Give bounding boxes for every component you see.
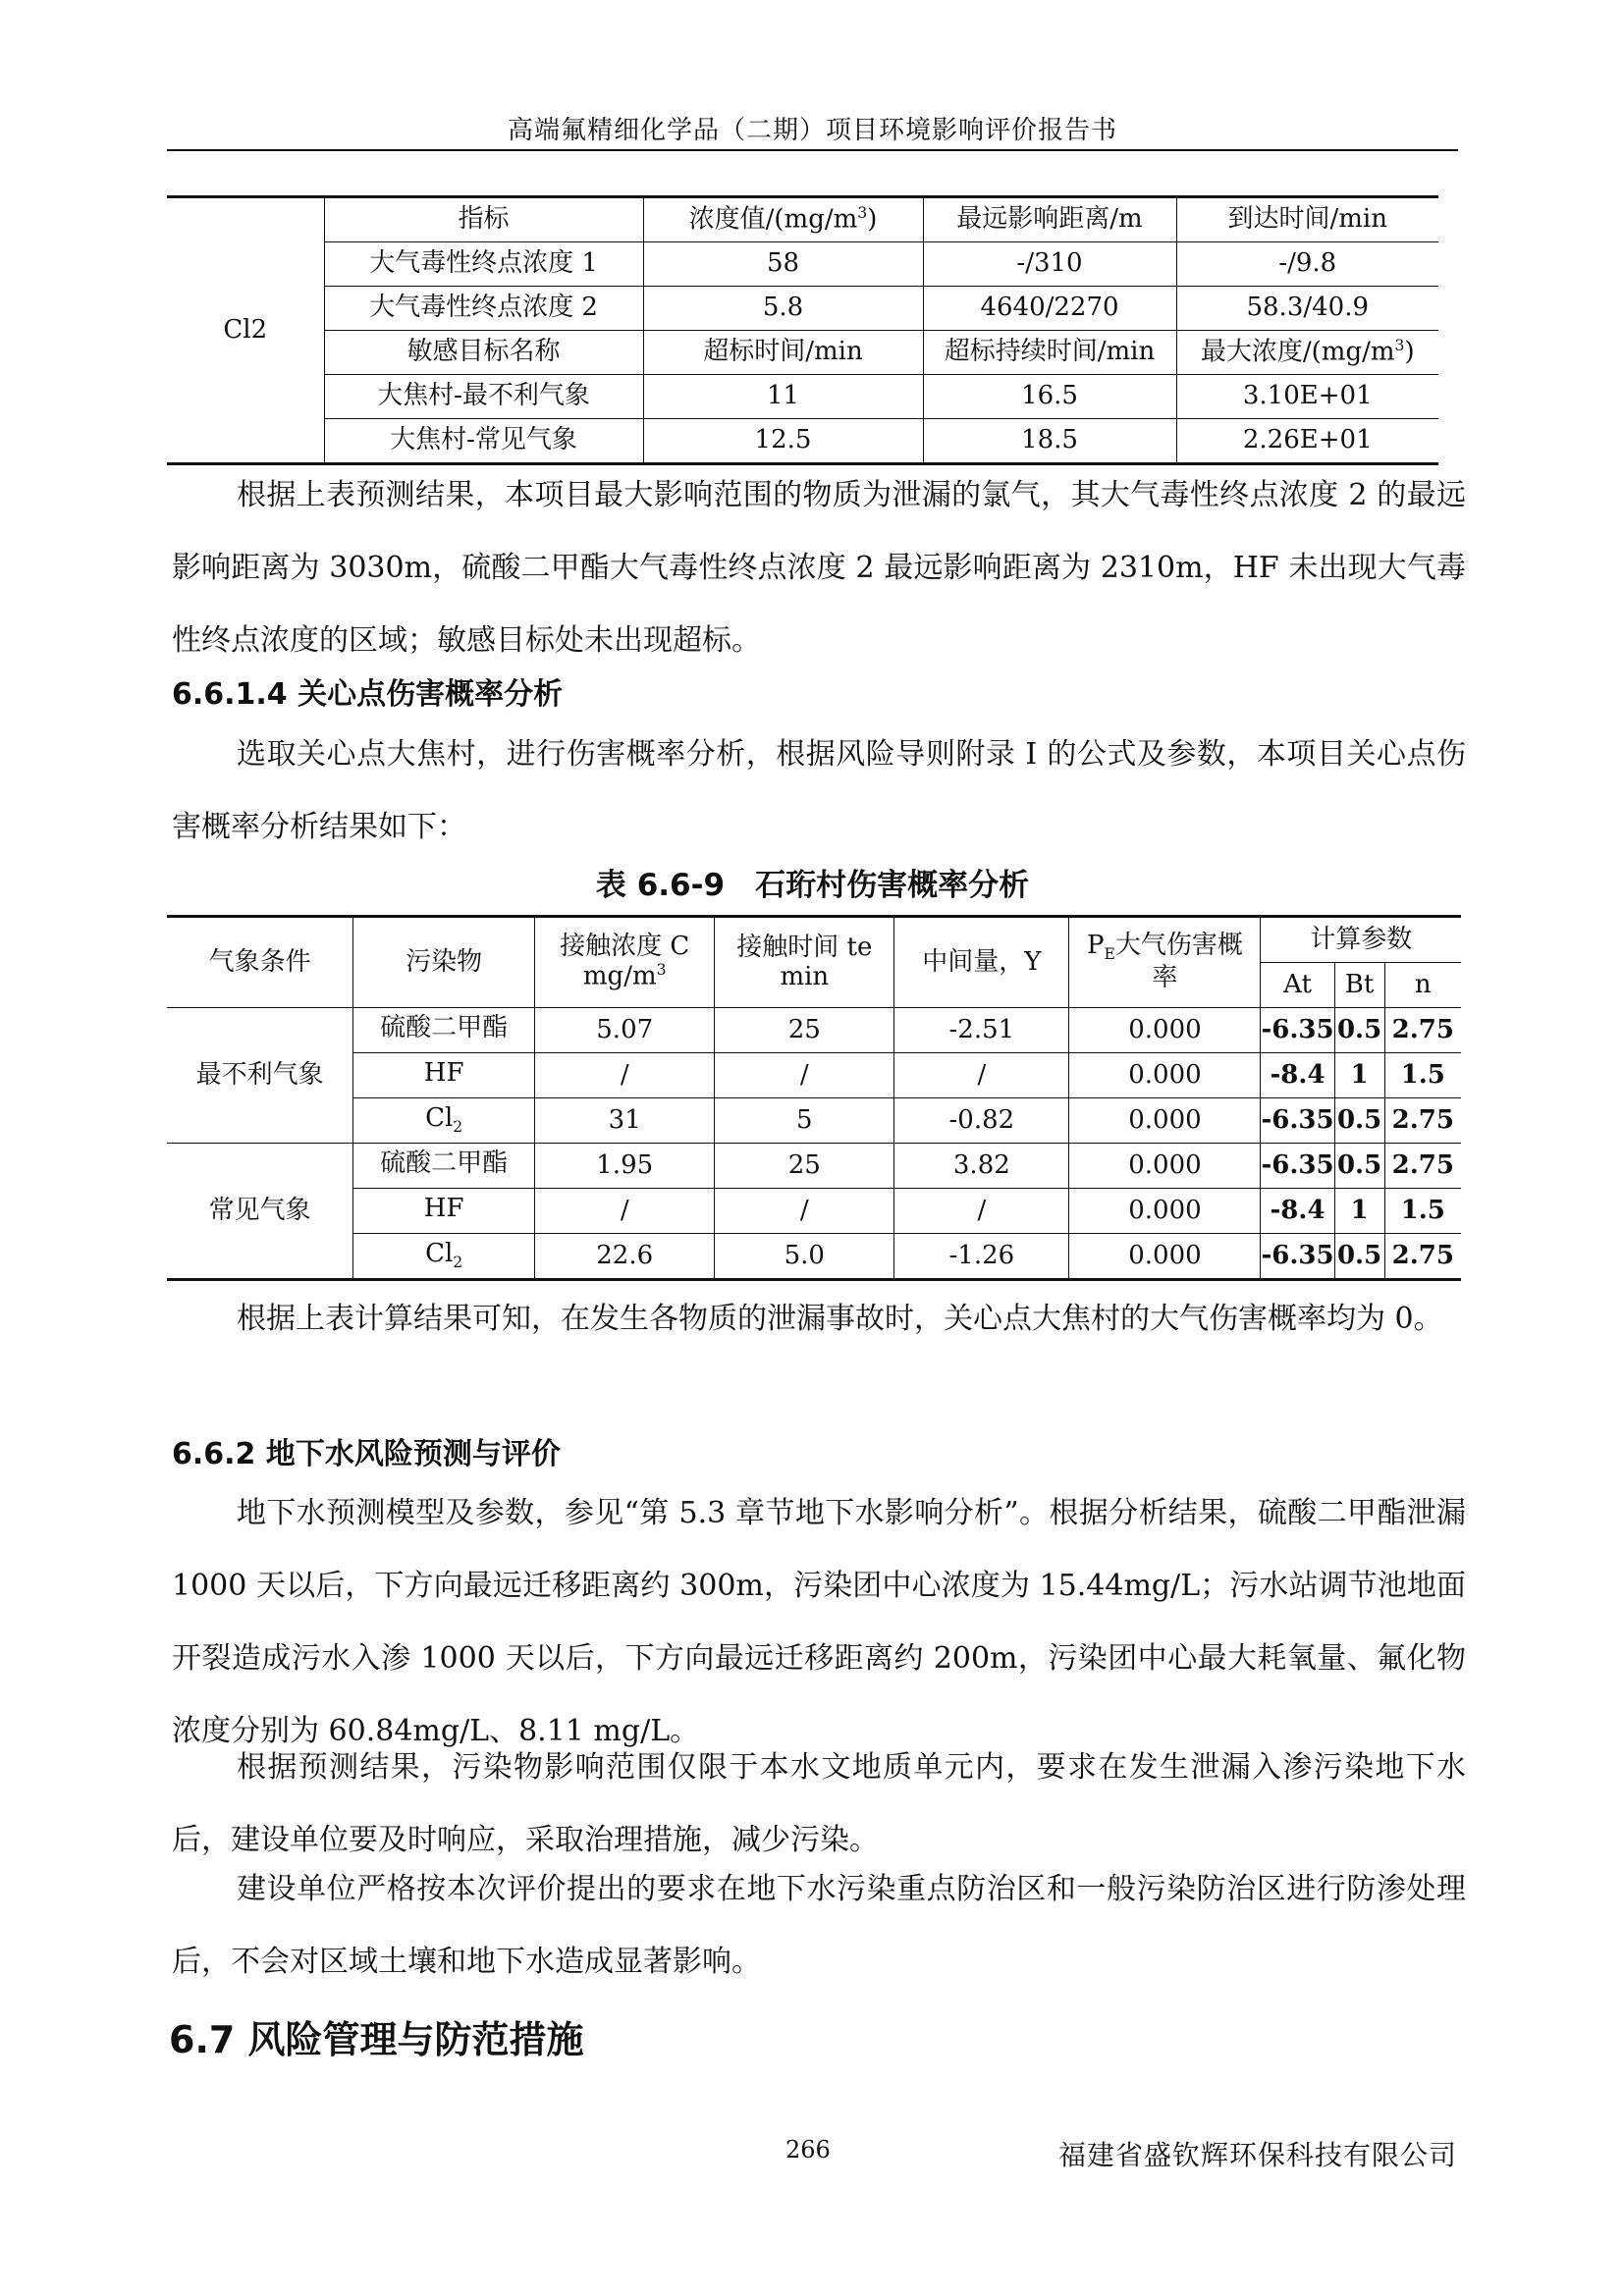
table-cell: 5.0 [715,1234,894,1280]
table-cell: 3.10E+01 [1176,375,1438,419]
section-title: 6.7 风险管理与防范措施 [169,2018,584,2061]
table-cell: 22.6 [535,1234,715,1280]
header-cell: 中间量，Y [894,917,1069,1008]
table-cell: 硫酸二甲酯 [353,1008,535,1053]
table-cell: 11 [643,375,923,419]
header-cell: 敏感目标名称 [324,331,643,375]
table-cell: 2.75 [1384,1098,1461,1144]
table-cell: -1.26 [894,1234,1069,1280]
page-number: 266 [785,2136,831,2163]
table-cell: HF [353,1053,535,1098]
table-cell: 2.75 [1384,1234,1461,1280]
paragraph: 根据上表计算结果可知，在发生各物质的泄漏事故时，关心点大焦村的大气伤害概率均为 0。 [237,1302,1443,1336]
header-cell: 计算参数 [1261,917,1461,963]
header-cell: 到达时间/min [1176,197,1438,242]
table-row [167,331,1438,375]
table-row [167,1008,1461,1053]
table-cell: 5.8 [643,287,923,331]
header-cell: 接触浓度 C $mg/m^3$ [535,917,715,1008]
document-header: 高端氟精细化学品（二期）项目环境影响评价报告书 [507,116,1117,145]
table-cell: $Cl_2$ [353,1098,535,1144]
table-cell: / [535,1053,715,1098]
table-cell: 12.5 [643,419,923,464]
header-cell: At [1261,963,1334,1008]
table-cell: 31 [535,1098,715,1144]
table-cell: 2.75 [1384,1144,1461,1189]
table-cell: -8.4 [1261,1053,1334,1098]
header-cell: 最远影响距离/m [923,197,1176,242]
paragraph: 根据预测结果，污染物影响范围仅限于本水文地质单元内，要求在发生泄漏入渗污染地下水后，建设单位要及时响应，采取治理措施，减少污染。 [172,1750,1466,1857]
table-cell: -8.4 [1261,1189,1334,1234]
table-cell: 16.5 [923,375,1176,419]
table-cell: -6.35 [1261,1144,1334,1189]
header-rule [167,149,1458,151]
header-cell: $P_E$大气伤害概 率 [1069,917,1261,1008]
table-row [167,287,1438,331]
substance-cell: Cl2 [167,197,324,464]
table-cell: 58 [643,242,923,287]
table-cell: 0.000 [1069,1189,1261,1234]
table-row [167,419,1438,464]
table-cell: -6.35 [1261,1008,1334,1053]
table-cell: 0.5 [1334,1008,1384,1053]
header-cell: 浓度值$/(mg/m^3)$ [643,197,923,242]
header-cell: n [1384,963,1461,1008]
table-cell: 1 [1334,1053,1384,1098]
table-cell: 0.000 [1069,1008,1261,1053]
table-cell: 25 [715,1008,894,1053]
table-cell: / [535,1189,715,1234]
table-cell: -6.35 [1261,1234,1334,1280]
table-cell: 大气毒性终点浓度 2 [324,287,643,331]
table-cell: 1.5 [1384,1189,1461,1234]
table-cell: HF [353,1189,535,1234]
header-cell: 指标 [324,197,643,242]
table-row [167,1189,1461,1234]
header-cell: 接触时间 te min [715,917,894,1008]
table-cell: 0.5 [1334,1234,1384,1280]
harm-probability-table [167,915,1461,1281]
table-cell: 3.82 [894,1144,1069,1189]
table-cell: 0.000 [1069,1053,1261,1098]
table-row [167,1234,1461,1280]
table-caption: 表 6.6-9 石珩村伤害概率分析 [595,868,1030,903]
table-cell: 大焦村-最不利气象 [324,375,643,419]
table-cell: 大气毒性终点浓度 1 [324,242,643,287]
table-cell: 5.07 [535,1008,715,1053]
condition-cell: 最不利气象 [167,1008,353,1144]
paragraph: 建设单位严格按本次评价提出的要求在地下水污染重点防治区和一般污染防治区进行防渗处理后，不会对区域土壤和地下水造成显著影响。 [172,1872,1466,1979]
paragraph: 根据上表预测结果，本项目最大影响范围的物质为泄漏的氯气，其大气毒性终点浓度 2 的最远影响距离为 3030m，硫酸二甲酯大气毒性终点浓度 2 最远影响距离为 2310m，HF 未出现大气毒性终点浓度的区域；敏感目标处未出现超标。 [172,478,1466,658]
table-cell: 4640/2270 [923,287,1176,331]
table-cell: 25 [715,1144,894,1189]
table-cell: 1.5 [1384,1053,1461,1098]
table-cell: 1.95 [535,1144,715,1189]
condition-cell: 常见气象 [167,1144,353,1280]
sub-heading: 6.6.1.4 关心点伤害概率分析 [172,677,564,712]
company-name: 福建省盛钦辉环保科技有限公司 [1058,2139,1458,2171]
table-cell: -0.82 [894,1098,1069,1144]
table-header-row [167,917,1461,963]
paragraph: 选取关心点大焦村，进行伤害概率分析，根据风险导则附录 I 的公式及参数，本项目关心点伤害概率分析结果如下： [172,737,1466,844]
table-cell: -2.51 [894,1008,1069,1053]
table-cell: -/9.8 [1176,242,1438,287]
header-cell: 超标持续时间/min [923,331,1176,375]
table-cell: 0.000 [1069,1144,1261,1189]
table-row [167,1053,1461,1098]
table-cell: 2.75 [1384,1008,1461,1053]
paragraph: 地下水预测模型及参数，参见“第 5.3 章节地下水影响分析”。根据分析结果，硫酸二甲酯泄漏 1000 天以后，下方向最远迁移距离约 300m，污染团中心浓度为 15.44mg/L；污水站调节池地面开裂造成污水入渗 1000 天以后，下方向最远迁移距离约 200m，污染团中心最大耗氧量、氟化物浓度分别为 60.84mg/L、8.11 mg/L。 [172,1496,1466,1748]
table-cell: -6.35 [1261,1098,1334,1144]
table-cell: 大焦村-常见气象 [324,419,643,464]
table-cell: 0.000 [1069,1098,1261,1144]
cl2-endpoint-table [167,195,1438,465]
table-cell: 1 [1334,1189,1384,1234]
table-cell: $Cl_2$ [353,1234,535,1280]
header-cell: 超标时间/min [643,331,923,375]
table-cell: / [715,1189,894,1234]
table-cell: / [715,1053,894,1098]
table-row [167,1144,1461,1189]
header-cell: 最大浓度$/(mg/m^3)$ [1176,331,1438,375]
header-cell: Bt [1334,963,1384,1008]
table-row [167,242,1438,287]
table-cell: 0.5 [1334,1098,1384,1144]
table-cell: 0.000 [1069,1234,1261,1280]
table-cell: 58.3/40.9 [1176,287,1438,331]
sub-heading: 6.6.2 地下水风险预测与评价 [172,1437,561,1471]
table-cell: 0.5 [1334,1144,1384,1189]
table-cell: 5 [715,1098,894,1144]
table-cell: 18.5 [923,419,1176,464]
table-row [167,375,1438,419]
table-cell: 硫酸二甲酯 [353,1144,535,1189]
header-cell: 污染物 [353,917,535,1008]
header-cell: 气象条件 [167,917,353,1008]
table-row [167,1098,1461,1144]
table-row [167,197,1438,242]
table-cell: / [894,1053,1069,1098]
table-cell: -/310 [923,242,1176,287]
table-cell: 2.26E+01 [1176,419,1438,464]
table-cell: / [894,1189,1069,1234]
